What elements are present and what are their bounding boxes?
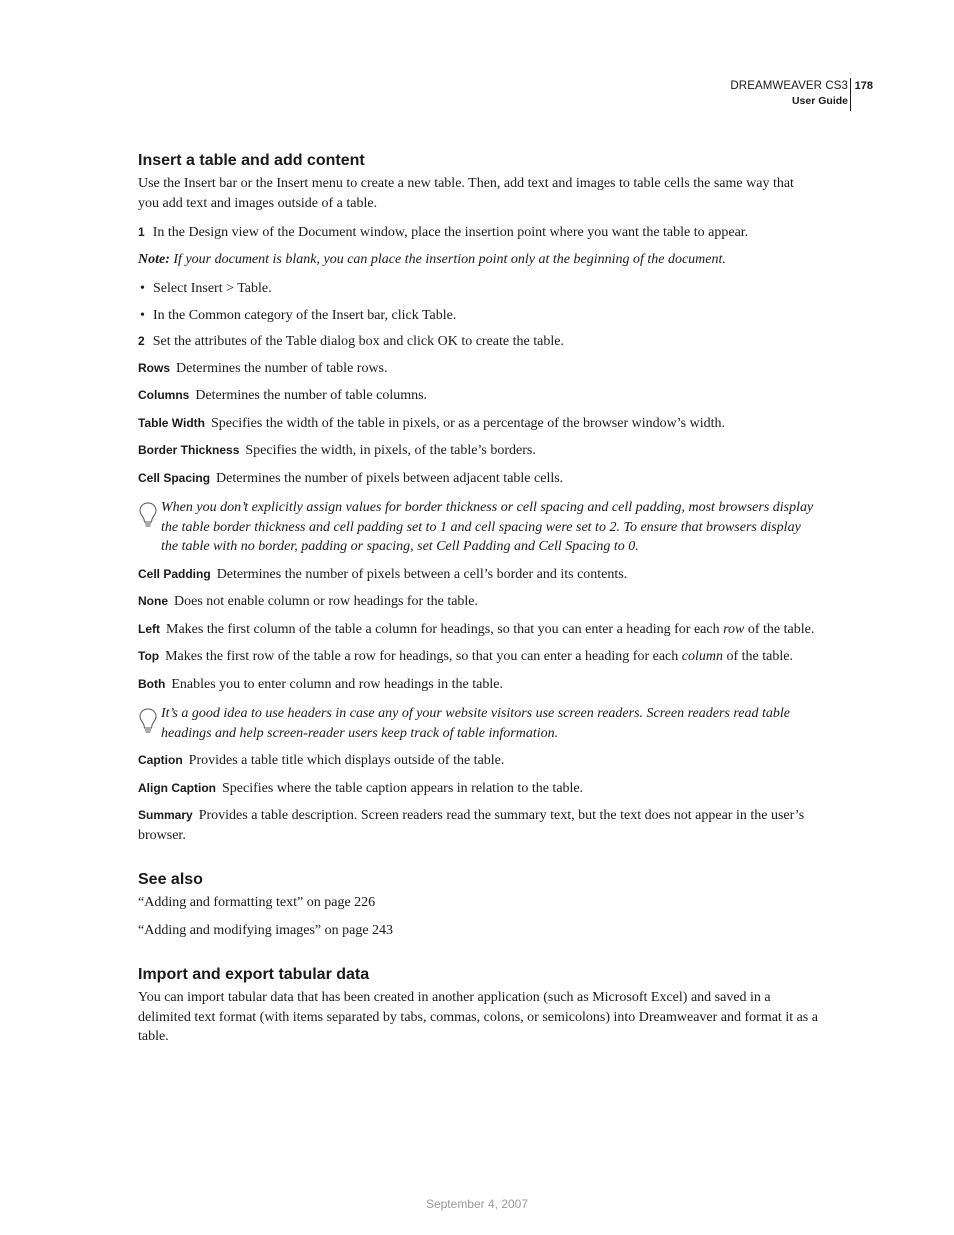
tip-box xyxy=(138,704,818,743)
term-desc: Makes the first row of the table a row for headings, so that you can enter a heading for each xyxy=(165,649,682,664)
term-label: Cell Padding xyxy=(138,566,211,581)
term-desc: Makes the first column of the table a column for headings, so that you can enter a heading for each xyxy=(166,621,724,637)
term-both xyxy=(138,675,818,695)
note-text: If your document is blank, you can place the insertion point only at the beginning of the document. xyxy=(173,251,726,267)
term-desc: Determines the number of pixels between a cell’s border and its contents. xyxy=(216,566,628,582)
step-number: 1 xyxy=(138,225,145,239)
tip-text: When you don’t explicitly assign values for border thickness or cell spacing and cell padding, most browsers display the table border thickness and cell padding set to 1 and cell spacing were set to 2. To ensure that browsers display the table with no border, padding or spacing, set Cell Padding and Cell Spacing to 0. xyxy=(161,500,814,554)
term-align-caption xyxy=(138,779,818,799)
term-label: Border Thickness xyxy=(138,443,240,457)
see-also-title: See also xyxy=(138,871,203,888)
term-desc: Provides a table title which displays outside of the table. xyxy=(188,753,505,768)
tip-text: It’s a good idea to use headers in case any of your website visitors use screen readers. Screen readers read table xyxy=(161,706,790,721)
bullet-item xyxy=(138,279,818,299)
term-label: Columns xyxy=(138,388,190,402)
term-desc: Does not enable column or row headings for the table. xyxy=(174,594,479,609)
term-table-width xyxy=(138,414,818,434)
page-number: 178 xyxy=(850,78,873,111)
main-content xyxy=(138,150,818,1047)
term-label: Rows xyxy=(138,360,171,375)
bullet-text: In the Common category of the Insert bar, click Table. xyxy=(153,307,457,323)
term-summary xyxy=(138,806,818,845)
term-border-thickness xyxy=(138,441,818,461)
term-desc-emphasis: column xyxy=(681,649,723,664)
term-label: Top xyxy=(138,649,160,663)
term-caption xyxy=(138,751,818,771)
term-label: Both xyxy=(138,676,166,691)
intro-paragraph: Use the Insert bar or the Insert menu to create a new table. Then, add text and images to table cells the same way that you add text and images outside of a table. xyxy=(138,176,794,211)
term-desc: Determines the number of table columns. xyxy=(195,388,428,403)
lightbulb-icon xyxy=(138,500,158,530)
term-top xyxy=(138,647,818,667)
step-2 xyxy=(138,332,818,352)
term-label: Caption xyxy=(138,753,183,767)
bullet-item xyxy=(138,306,818,326)
bullet-dot: • xyxy=(140,281,145,296)
term-rows xyxy=(138,359,818,379)
term-desc: Specifies the width, in pixels, of the table’s borders. xyxy=(245,443,536,458)
step-number: 2 xyxy=(138,334,145,348)
note xyxy=(138,250,818,270)
term-none xyxy=(138,592,818,612)
note-label: Note: xyxy=(138,251,170,267)
product-name: DREAMWEAVER CS3 xyxy=(730,80,848,92)
term-left xyxy=(138,620,818,640)
page-header xyxy=(730,78,873,108)
see-also-link[interactable]: “Adding and formatting text” on page 226 xyxy=(138,895,376,910)
step-text: Set the attributes of the Table dialog box and click OK to create the table. xyxy=(152,334,564,349)
term-label: Cell Spacing xyxy=(138,470,211,485)
term-label: None xyxy=(138,594,168,608)
section-title-insert-table: Insert a table and add content xyxy=(138,152,365,169)
section-title-import-export: Import and export tabular data xyxy=(138,966,370,983)
term-desc: Specifies where the table caption appears in relation to the table. xyxy=(222,780,584,796)
step-1 xyxy=(138,223,818,243)
tip-box xyxy=(138,498,818,557)
bullet-dot: • xyxy=(140,307,145,323)
term-desc: of the table. xyxy=(744,621,815,637)
tip-text: headings and help screen-reader users keep track of table information. xyxy=(161,725,559,741)
term-label: Table Width xyxy=(138,415,205,430)
see-also-link[interactable]: “Adding and modifying images” on page 243 xyxy=(138,922,394,938)
lightbulb-icon xyxy=(138,706,158,736)
term-desc: Determines the number of table rows. xyxy=(176,360,388,376)
term-desc: of the table. xyxy=(722,649,793,664)
guide-name: User Guide xyxy=(791,95,848,107)
bullet-text: Select Insert > Table. xyxy=(153,281,272,296)
term-desc: Provides a table description. Screen readers read the summary text, but the text does not appear in the user’s browser. xyxy=(138,808,805,843)
term-label: Left xyxy=(138,621,160,636)
term-desc: Enables you to enter column and row headings in the table. xyxy=(171,676,503,692)
footer-date: September 4, 2007 xyxy=(425,1197,529,1211)
term-desc: Specifies the width of the table in pixels, or as a percentage of the browser window’s width. xyxy=(211,415,725,431)
step-text: In the Design view of the Document window, place the insertion point where you want the table to appear. xyxy=(152,225,749,240)
term-columns xyxy=(138,386,818,406)
term-cell-padding xyxy=(138,565,818,585)
term-cell-spacing xyxy=(138,469,818,489)
term-desc: Determines the number of pixels between adjacent table cells. xyxy=(216,470,564,486)
term-desc-emphasis: row xyxy=(723,621,745,637)
term-label: Align Caption xyxy=(138,780,216,795)
import-paragraph: You can import tabular data that has been created in another application (such as Microsoft Excel) and saved in a delimited text format (with items separated by tabs, commas, colons, or semicolons) into Dreamweaver and format it as a table. xyxy=(138,990,818,1044)
term-label: Summary xyxy=(138,808,193,822)
